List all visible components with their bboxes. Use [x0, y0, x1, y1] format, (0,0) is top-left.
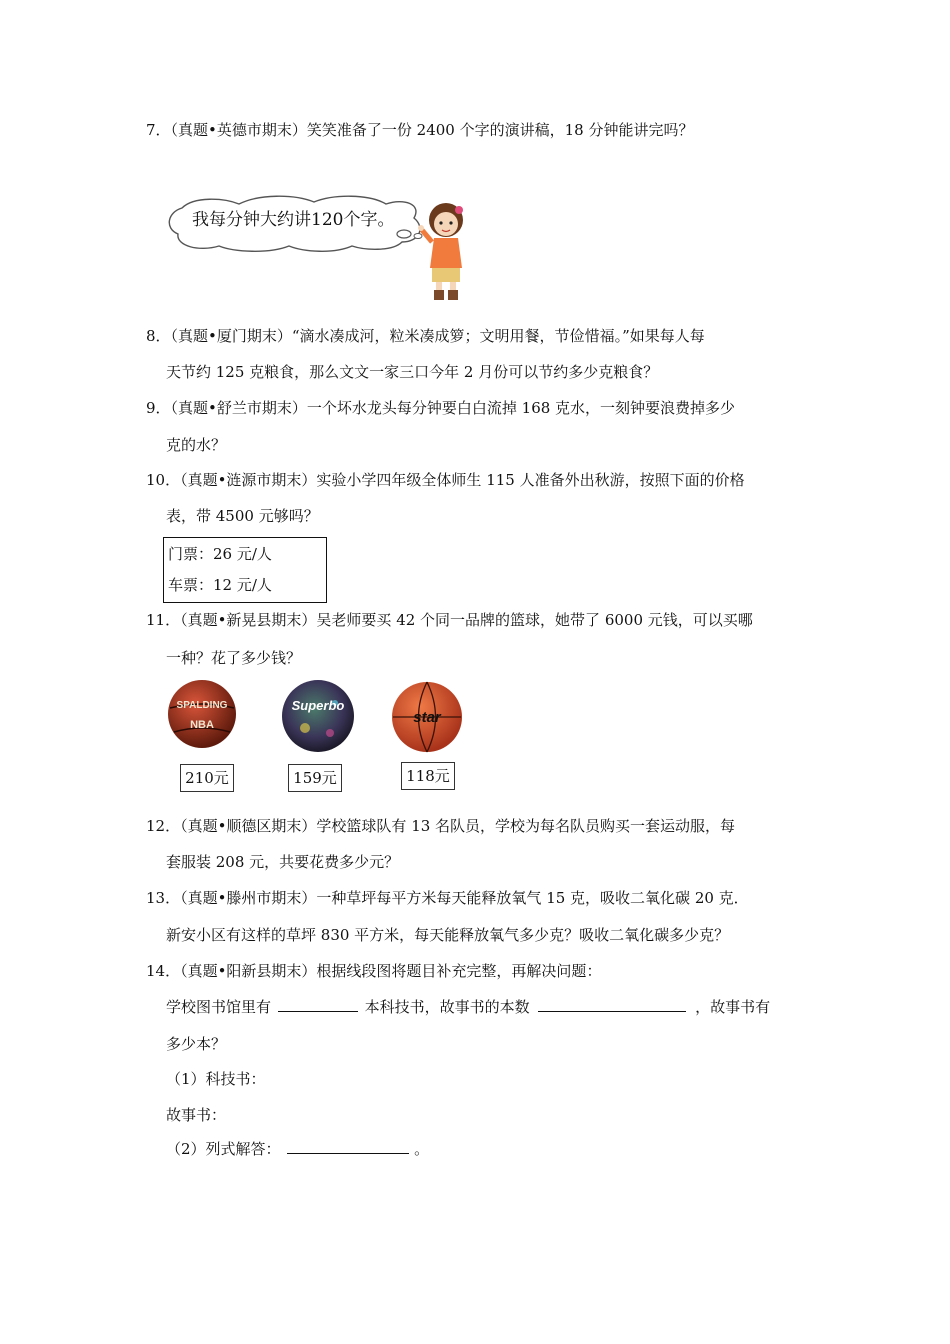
q11-line1: 11．（真题•新晃县期末）吴老师要买 42 个同一品牌的篮球，她带了 6000 元钱，可以买哪: [146, 611, 753, 629]
blank-tech-books[interactable]: [278, 997, 358, 1012]
bubble-dot: [414, 234, 422, 239]
q14-sub2-end: 。: [414, 1140, 430, 1158]
q14-line2: [166, 996, 770, 1017]
blank-story-relation[interactable]: [538, 997, 686, 1012]
q10-line1: 10．（真题•涟源市期末）实验小学四年级全体师生 115 人准备外出秋游，按照下面的价格: [146, 471, 745, 489]
q13-line2: 新安小区有这样的草坪 830 平方米，每天能释放氧气多少克？吸收二氧化碳多少克？: [166, 926, 730, 944]
price-table: [163, 537, 327, 603]
basketball-spalding: [166, 678, 238, 750]
q14-part-c: ，故事书有: [695, 998, 771, 1016]
ticket-price: 门票：26 元/人: [168, 545, 272, 563]
price-tag-2: 159元: [288, 764, 342, 792]
q13-line1: 13．（真题•滕州市期末）一种草坪每平方米每天能释放氧气 15 克，吸收二氧化碳 20 克．: [146, 889, 749, 907]
ball3-brand: star: [413, 709, 441, 726]
basketball-superbo: [280, 678, 356, 754]
q14-sub2: （2）列式解答：: [166, 1140, 281, 1158]
q14-sub1: （1）科技书：: [166, 1070, 266, 1088]
q14-sub1b: 故事书：: [166, 1106, 227, 1124]
ball1-brand: SPALDING: [176, 700, 228, 711]
q10-line2: 表，带 4500 元够吗？: [166, 507, 319, 525]
bus-price: 车票：12 元/人: [168, 576, 272, 594]
q8-line1: 8．（真题•厦门期末）“滴水凑成河，粒米凑成箩；文明用餐，节俭惜福。”如果每人每: [146, 327, 705, 345]
q8-line2: 天节约 125 克粮食，那么文文一家三口今年 2 月份可以节约多少克粮食？: [166, 363, 659, 381]
q14-part-b: 本科技书，故事书的本数: [364, 998, 530, 1016]
ball1-sub: NBA: [190, 719, 214, 731]
price-tag-1: 210元: [180, 764, 234, 792]
q9-line2: 克的水？: [166, 436, 227, 454]
basketball-star: [390, 680, 464, 754]
q7-text: 7．（真题•英德市期末）笑笑准备了一份 2400 个字的演讲稿，18 分钟能讲完吗？: [146, 121, 694, 139]
q14-sub2-line: [166, 1138, 429, 1159]
q14-part-a: 学校图书馆里有: [166, 998, 272, 1016]
q12-line1: 12．（真题•顺德区期末）学校篮球队有 13 名队员，学校为每名队员购买一套运动服，每: [146, 817, 736, 835]
blank-answer[interactable]: [287, 1139, 409, 1154]
q12-line2: 套服装 208 元，共要花费多少元？: [166, 853, 400, 871]
q14-line3: 多少本？: [166, 1035, 227, 1053]
ball2-brand: Superbo: [291, 698, 345, 713]
q11-line2: 一种？花了多少钱？: [166, 649, 302, 667]
bubble-dot: [397, 230, 411, 238]
girl-illustration: [418, 203, 463, 300]
q9-line1: 9．（真题•舒兰市期末）一个坏水龙头每分钟要白白流掉 168 克水，一刻钟要浪费掉多少: [146, 399, 736, 417]
price-tag-3: 118元: [401, 762, 455, 790]
q14-line1: 14．（真题•阳新县期末）根据线段图将题目补充完整，再解决问题：: [146, 962, 602, 980]
bubble-text: 我每分钟大约讲120个字。: [192, 210, 395, 230]
